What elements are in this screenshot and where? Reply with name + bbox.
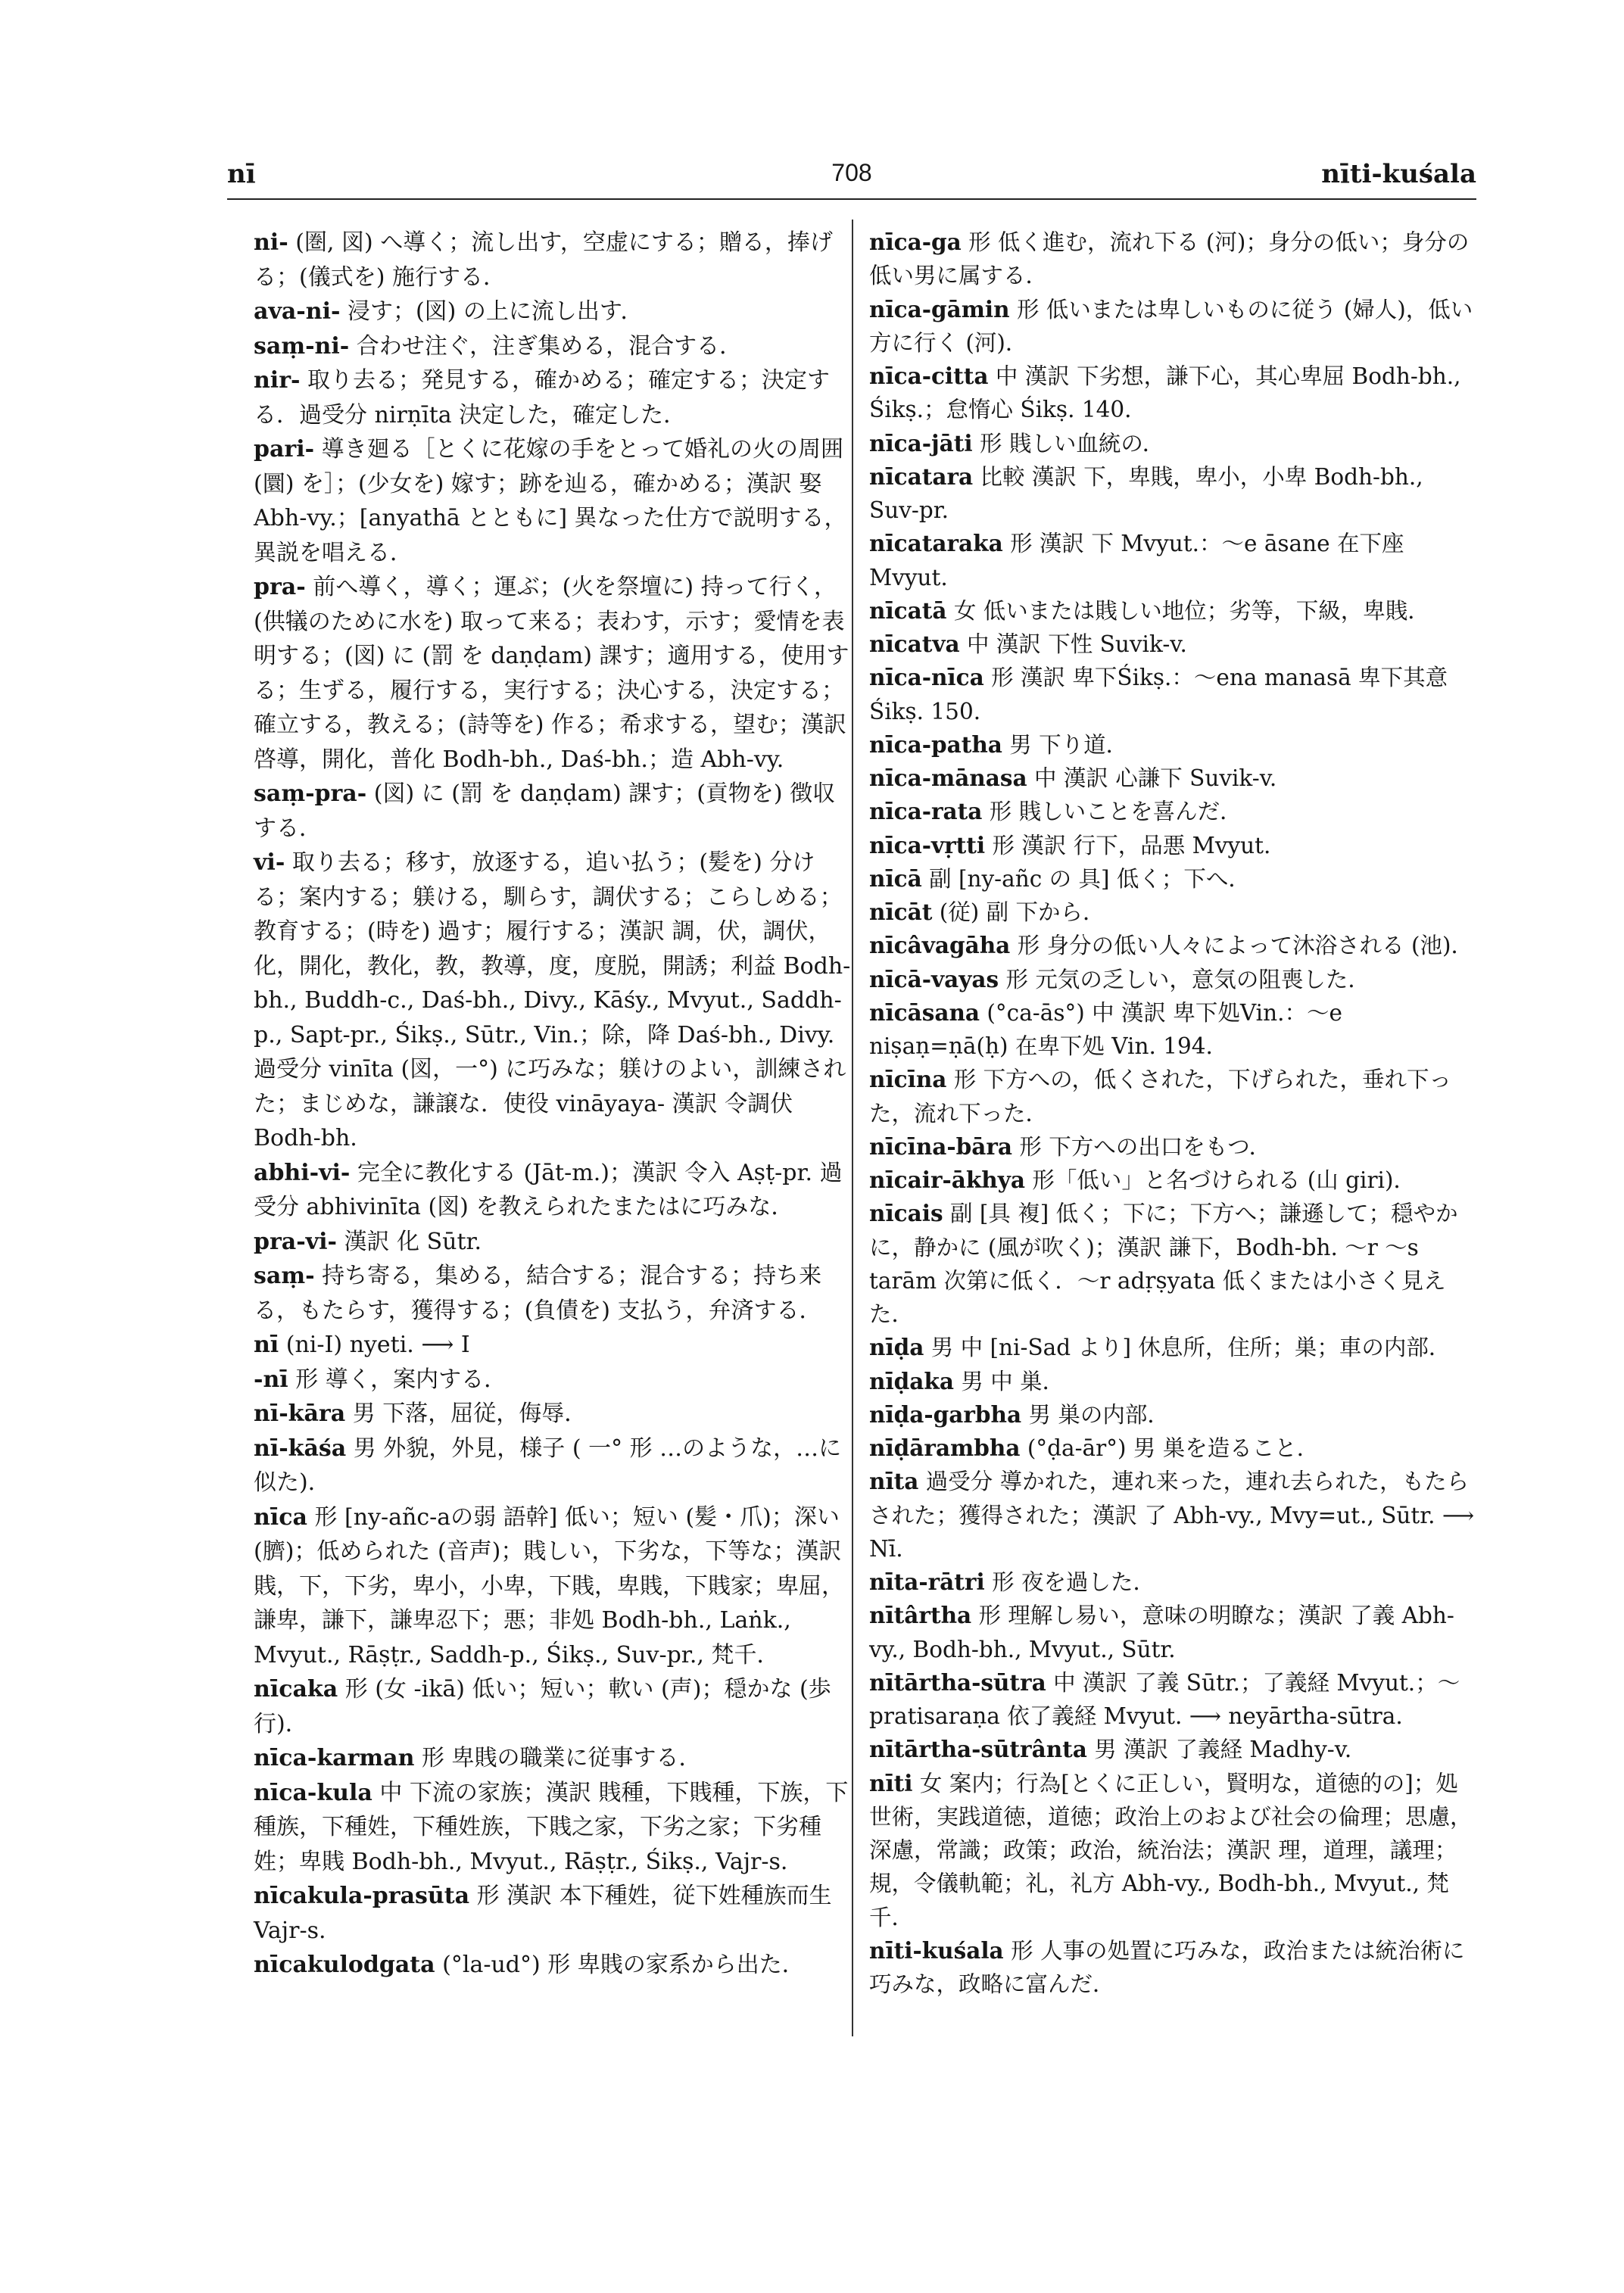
dictionary-entry [869,360,1477,427]
dictionary-entry [869,427,1477,460]
dictionary-entry [254,294,856,329]
dictionary-entry [869,762,1477,795]
dictionary-entry [869,661,1477,728]
entry-definition: 形 元気の乏しい，意気の阻喪した． [1005,966,1370,992]
entry-definition: 男 下落，屈従，侮辱． [352,1400,588,1427]
dictionary-entry [254,1672,856,1741]
entry-headword: nīca-gāmin [869,295,1010,322]
entry-definition: 比較 漢訳 下，卑賎，卑小，小卑 Bodh-bh., Suv-pr. [869,463,1423,523]
entry-definition: 形 (女 -ikā) 低い；短い；軟い (声)；穏かな (歩行)． [254,1676,831,1737]
entry-definition: 形 [ny-añc-aの弱 語幹] 低い；短い (髪・爪)；深い (臍)；低められた (音声)；賎しい，下劣な，下等な；漢訳 賎，下，下劣，卑小，小卑，下賎，卑賎，下賎家；卑屈，謙卑，謙下，謙卑忍下；悪；非処 Bodh-bh., Laṅk., Mvyut., Rāṣṭr., Saddh-p., Śikṣ., Suv-pr., 梵千． [254,1503,844,1668]
entry-headword: nīca [254,1503,307,1531]
dictionary-entry [254,1776,856,1880]
entry-definition: 形 卑賎の職業に従事する． [421,1745,702,1771]
entry-headword: nīcais [869,1200,943,1227]
entry-headword: nīca-kula [254,1779,372,1806]
entry-definition: 男 漢訳 了義経 Madhy-v. [1094,1737,1352,1763]
entry-headword: ava-ni- [254,298,341,325]
dictionary-entry [869,829,1477,862]
entry-definition: 男 中 [ni-Sad より] 休息所，住所；巣；車の内部． [930,1335,1451,1361]
entry-headword: nītârtha [869,1602,972,1629]
dictionary-entry [869,795,1477,828]
dictionary-entry [869,1197,1477,1331]
entry-definition: 中 漢訳 了義 Sūtr.；了義経 Mvyut.；～pratisaraṇa 依了義経 Mvyut. ⟶ neyārtha-sūtra. [869,1669,1460,1729]
entry-headword: nīcakulodgata [254,1952,435,1978]
dictionary-entry [869,1733,1477,1766]
entry-definition: 過受分 導かれた，連れ来った，連れ去られた，もたらされた；獲得された；漢訳 了 Abh-vy., Mvy=ut., Sūtr. ⟶ Nī. [869,1469,1475,1562]
entry-definition: 形 下方への，低くされた，下げられた，垂れ下った，流れ下った． [869,1067,1451,1126]
dictionary-entry [869,1432,1477,1465]
entry-definition: (ni-I) nyeti. ⟶ I [285,1332,470,1358]
dictionary-entry [869,862,1477,896]
entry-headword: nīti-kuśala [869,1936,1004,1964]
entry-headword: nīcā [869,865,922,892]
dictionary-entry [869,226,1477,293]
dictionary-entry [254,1363,856,1397]
entry-headword: nīcāsana [869,999,980,1026]
entry-definition: 完全に教化する (Jāt-m.)；漢訳 令入 Aṣṭ-pr. 過受分 abhivinīta (図) を教えられたまたはに巧みな． [254,1159,843,1220]
dictionary-entry [254,777,856,846]
entry-definition: 形 低く進む，流れ下る (河)；身分の低い；身分の低い男に属する． [869,229,1470,289]
entry-definition: 持ち寄る，集める，結合する；混合する；持ち来る，もたらす，獲得する；(負債を) 支払う，弁済する． [254,1263,822,1324]
dictionary-entry [254,1500,856,1673]
entry-definition: (図) に (罰 を daṇḍam) 課す；(貢物を) 徴収する． [254,780,836,842]
entry-definition: 前へ導く，導く；運ぶ；(火を祭壇に) 持って行く，(供犠のために水を) 取って来る；表わす，示す；愛情を表明する；(図) に (罰 を daṇḍam) 課す；適用する，使用する；生ずる，履行する，実行する；決心する，決定する；確立する，教える；(詩等を) 作る；希求する，望む；漢訳 啓導，開化，普化 Bodh-bh., Daś-bh.；造 Abh-vy. [254,574,849,773]
dictionary-entry [254,432,856,570]
entry-definition: 形 漢訳 卑下Śikṣ.：～ena manasā 卑下其意 Śikṣ. 150. [869,665,1448,724]
page-header [227,159,1476,204]
entry-headword: nīcataraka [869,530,1003,557]
entry-headword: nīti [869,1769,913,1796]
entry-headword: nī-kāra [254,1400,346,1427]
right-running-head: nīti-kuśala [1321,159,1476,189]
entry-definition: 中 漢訳 下劣想，謙下心，其心卑屈 Bodh-bh., Śikṣ.；怠惰心 Śikṣ. 140. [869,363,1461,423]
dictionary-entry [254,1741,856,1776]
entry-headword: nīca-patha [869,731,1002,758]
entry-definition: 形 下方への出口をもつ． [1019,1133,1272,1160]
dictionary-entry [869,1465,1477,1566]
dictionary-entry [869,929,1477,962]
entry-definition: 形 導く，案内する． [295,1366,507,1393]
dictionary-entry [869,1063,1477,1130]
entry-headword: nīta [869,1468,919,1495]
entry-definition: 男 下り道． [1009,731,1129,758]
dictionary-entry [254,846,856,1156]
dictionary-entry [869,460,1477,528]
entry-headword: nīcakula-prasūta [254,1883,470,1909]
entry-definition: 浸す；(図) の上に流し出す． [347,298,644,325]
dictionary-entry [254,1879,856,1948]
entry-headword: nī [254,1332,279,1358]
dictionary-entry [869,1599,1477,1666]
entry-definition: 中 下流の家族；漢訳 賎種，下賎種，下族，下種族，下種姓，下種姓族，下賎之家，下劣之家；下劣種姓；卑賎 Bodh-bh., Mvyut., Rāṣṭr., Śikṣ., Vajr-s. [254,1779,849,1875]
dictionary-entry [869,527,1477,594]
entry-definition: 男 中 巣． [961,1368,1065,1394]
right-column [869,226,1477,2001]
dictionary-entry [869,1934,1477,2002]
entry-headword: saṃ- [254,1263,315,1289]
entry-definition: 形 低いまたは卑しいものに従う (婦人)，低い方に行く (河)． [869,296,1473,356]
dictionary-entry [869,1566,1477,1599]
entry-headword: pari- [254,436,315,463]
entry-headword: nīcāt [869,899,933,925]
entry-headword: nīcatara [869,463,974,490]
entry-headword: nīca-mānasa [869,765,1027,791]
dictionary-entry [869,1398,1477,1432]
entry-definition: 中 漢訳 心謙下 Suvik-v. [1033,765,1277,791]
entry-headword: nīca-jāti [869,429,973,456]
dictionary-entry [869,1365,1477,1398]
dictionary-entry [869,293,1477,360]
entry-headword: nīca-nīca [869,664,984,691]
entry-headword: vi- [254,849,285,876]
entry-definition: 形 賎しい血統の． [980,430,1165,456]
left-column [254,226,856,1983]
entry-definition: 漢訳 化 Sūtr. [344,1228,482,1255]
entry-headword: nīcīna [869,1066,947,1093]
entry-headword: saṃ-ni- [254,332,350,360]
dictionary-entry [869,996,1477,1064]
entry-headword: nīcatva [869,631,960,657]
entry-definition: 男 巣の内部． [1028,1401,1170,1428]
entry-headword: ni- [254,229,288,256]
header-rule [227,198,1476,200]
entry-definition: 合わせ注ぐ，注ぎ集める，混合する． [356,332,743,360]
entry-headword: nīḍārambha [869,1435,1021,1461]
entry-headword: pra-vi- [254,1228,337,1255]
dictionary-entry [869,1164,1477,1197]
entry-headword: nīca-citta [869,363,989,389]
dictionary-entry [254,1948,856,1983]
entry-definition: 取り去る；移す，放逐する，追い払う；(髪を) 分ける；案内する；躾ける，馴らす，調伏する；こらしめる；教育する；(時を) 過す；履行する；漢訳 調，伏，調伏，化，開化，教化，教，教導，度，度脱，開誘；利益 Bodh-bh., Buddh-c., Daś-bh., Divy., Kāśy., Mvyut., Saddh-p., Sapt-pr., Śikṣ., Sūtr., Vin.；除，降 Daś-bh., Divy. 過受分 vinīta (図，一°) に巧みな；躾けのよい，訓練された；まじめな，謙譲な．使役 vināyaya- 漢訳 令調伏 Bodh-bh. [254,849,851,1151]
dictionary-entry [869,896,1477,929]
entry-headword: nīcīna-bāra [869,1132,1013,1160]
entry-headword: abhi-vi- [254,1159,351,1186]
entry-definition: 副 [ny-añc の 具] 低く；下へ． [929,865,1251,892]
dictionary-entry [254,1156,856,1225]
entry-definition: (従) 副 下から． [939,899,1105,925]
entry-definition: 形 漢訳 下 Mvyut.：～e āsane 在下座 Mvyut. [869,531,1404,590]
left-running-head: nī [227,159,256,189]
entry-definition: 男 外貌，外見，様子 ( 一° 形 …のような，…に似た)． [254,1435,842,1496]
dictionary-entry [254,1432,856,1500]
entry-definition: (°la-ud°) 形 卑賎の家系から出た． [442,1952,805,1978]
entry-headword: nīca-karman [254,1745,415,1771]
entry-headword: nīcatā [869,597,947,624]
dictionary-entry [869,963,1477,996]
dictionary-entry [869,1666,1477,1734]
entry-definition: 形 漢訳 行下，品悪 Mvyut. [992,832,1271,858]
entry-definition: 取り去る；発見する，確かめる；確定する；決定する．過受分 nirṇīta 決定した，確定した． [254,367,831,428]
entry-definition: 女 案内；行為[とくに正しい，賢明な，道徳的の]；処世術，実践道徳，道徳；政治上のおよび社会の倫理；思慮，深慮，常識；政策；政治，統治法；漢訳 理，道理，議理；規，令儀軌範；礼，礼方 Abh-vy., Bodh-bh., Mvyut., 梵千． [869,1770,1473,1930]
dictionary-entry [869,728,1477,762]
dictionary-entry [254,1328,856,1363]
entry-headword: nīcair-ākhya [869,1167,1025,1193]
dictionary-entry [869,1767,1477,1934]
entry-headword: nīḍa [869,1334,924,1361]
entry-definition: 形 身分の低い人々によって沐浴される (池)． [1017,933,1473,959]
page-number: 708 [831,159,872,186]
entry-headword: nīca-rata [869,798,983,825]
entry-definition: 形「低い」と名づけられる (山 giri)． [1032,1167,1417,1193]
entry-definition: (°ca-ās°) 中 漢訳 卑下処Vin.：～e niṣaṇ=ṇā(ḥ) 在卑下処 Vin. 194. [869,999,1342,1059]
entry-definition: 形 人事の処置に巧みな，政治または統治術に巧みな，政略に富んだ． [869,1937,1465,1997]
entry-headword: nīcaka [254,1676,338,1703]
entry-headword: nītārtha-sūtra [869,1668,1046,1696]
entry-definition: 形 夜を過した． [992,1569,1155,1595]
dictionary-entry [254,1225,856,1260]
entry-definition: 導き廻る［とくに花嫁の手をとって婚礼の火の周囲 (圜) を］；(少女を) 嫁す；跡を辿る，確かめる；漢訳 娶Abh-vy.；[anyathā とともに] 異なった仕方で説明する，異説を唱える． [254,436,847,566]
dictionary-entry [869,1130,1477,1164]
entry-definition: 女 低いまたは賎しい地位；劣等，下級，卑賎． [953,597,1430,624]
dictionary-entry [254,329,856,364]
entry-definition: 副 [具 複] 低く；下に；下方へ；謙遜して；穏やかに，静かに (風が吹く)；漢訳 謙下，Bodh-bh. ～r ～s tarām 次第に低く．～r adṛṣyata 低くまたは小さく見えた． [869,1201,1458,1327]
entry-headword: nīḍaka [869,1367,954,1394]
entry-headword: nītārtha-sūtrânta [869,1736,1087,1763]
entry-definition: 中 漢訳 下性 Suvik-v. [967,631,1187,657]
entry-headword: nīcâvagāha [869,932,1011,959]
entry-definition: 形 理解し易い，意味の明瞭な；漢訳 了義 Abh-vy., Bodh-bh., Mvyut., Sūtr. [869,1603,1454,1662]
entry-headword: nīta-rātri [869,1569,985,1595]
entry-headword: pra- [254,574,306,600]
dictionary-entry [254,226,856,294]
dictionary-entry [254,1397,856,1432]
entry-headword: nīca-vṛtti [869,831,986,858]
dictionary-entry [254,363,856,432]
entry-definition: (°ḍa-ār°) 男 巣を造ること． [1027,1435,1320,1461]
dictionary-entry [254,570,856,777]
entry-definition: 形 賎しいことを喜んだ． [989,799,1242,825]
entry-headword: -nī [254,1366,288,1393]
entry-headword: saṃ-pra- [254,780,367,807]
entry-headword: nīḍa-garbha [869,1400,1022,1428]
entry-headword: nīcā-vayas [869,965,999,992]
dictionary-entry [254,1259,856,1328]
entry-headword: nīca-ga [869,229,962,255]
entry-headword: nir- [254,367,301,394]
entry-definition: 形 漢訳 本下種姓，従下姓種族而生 Vajr-s. [254,1883,832,1944]
entry-headword: nī-kāśa [254,1435,347,1462]
dictionary-entry [869,594,1477,628]
dictionary-entry [869,628,1477,661]
dictionary-entry [869,1331,1477,1364]
entry-definition: (圏, 図) へ導く；流し出す，空虚にする；贈る，捧げる；(儀式を) 施行する． [254,229,833,291]
